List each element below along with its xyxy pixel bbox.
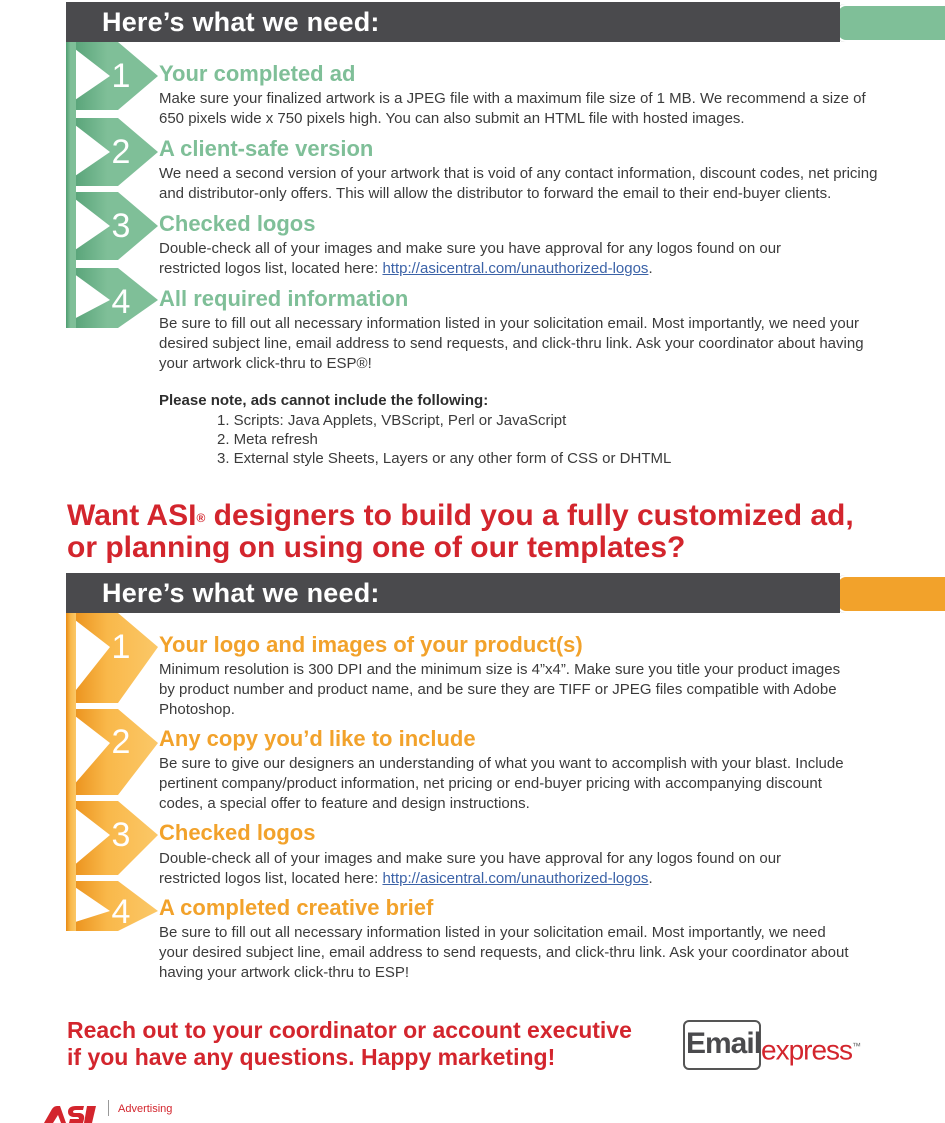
footer-divider [108, 1100, 109, 1116]
asi-logo-icon [42, 1103, 100, 1123]
step-title: A completed creative brief [159, 895, 434, 920]
step-body [159, 239, 819, 279]
footer-message-line: Reach out to your coordinator or account executive [67, 1017, 632, 1043]
note-item: 2. Meta refresh [217, 431, 318, 448]
note-item: 3. External style Sheets, Layers or any other form of CSS or DHTML [217, 450, 672, 467]
step-title: Your logo and images of your product(s) [159, 632, 583, 657]
step-body [159, 849, 819, 889]
step-number-3: 3 [111, 207, 131, 245]
section2-header-bar [66, 573, 840, 613]
step-title: Your completed ad [159, 61, 356, 86]
section1-header-title: Here’s what we need: [102, 7, 380, 37]
headline-text: Want ASI [67, 499, 197, 532]
step-title: Checked logos [159, 211, 316, 236]
footer-message-line: if you have any questions. Happy marketing! [67, 1044, 556, 1070]
asi-logo [42, 1103, 100, 1123]
step-number-1: 1 [111, 628, 131, 666]
step-number-4: 4 [111, 283, 131, 321]
logo-express-text [761, 1029, 860, 1067]
header-tab-orange [836, 575, 945, 613]
headline-text: designers to build you a fully customized ad, [205, 499, 854, 532]
step-title: A client-safe version [159, 136, 374, 161]
registered-mark: ® [196, 511, 206, 525]
step-body: Be sure to fill out all necessary information listed in your solicitation email. Most importantly, we need your desired subject line, email address to send requests, and click-thru link. Ask your coordinator about having your artwork click-thru to ESP! [159, 924, 849, 981]
note-heading: Please note, ads cannot include the following: [159, 392, 489, 409]
step-body: Make sure your finalized artwork is a JPEG file with a maximum file size of 1 MB. We recommend a size of 650 pixels wide x 750 pixels high. You can also submit an HTML file with hosted images. [159, 90, 866, 127]
step-body-text: Double-check all of your images and make sure you have approval for any logos found on our restricted logos list, located here: [159, 240, 782, 277]
footer-message [67, 1017, 667, 1071]
asi-advertising-label: Advertising [118, 1103, 173, 1115]
note-list [217, 411, 671, 468]
section2-header-title: Here’s what we need: [102, 578, 380, 608]
step-number-2: 2 [111, 723, 131, 761]
logo-express-word: express [761, 1034, 853, 1066]
unauthorized-logos-link[interactable]: http://asicentral.com/unauthorized-logos [382, 870, 649, 887]
unauthorized-logos-link[interactable]: http://asicentral.com/unauthorized-logos [382, 260, 649, 277]
logo-email-text: Email [686, 1027, 762, 1060]
step-body: Minimum resolution is 300 DPI and the minimum size is 4”x4”. Make sure you title your product images by product number and product name, and be sure they are TIFF or JPEG files compatible with Adobe Photoshop. [159, 661, 841, 718]
step-body: Be sure to give our designers an understanding of what you want to accomplish with your blast. Include pertinent company/product information, net pricing or end-buyer pricing with accompanying discount codes, a special offer to feature and design instructions. [159, 755, 844, 812]
note-item: 1. Scripts: Java Applets, VBScript, Perl or JavaScript [217, 412, 567, 429]
email-express-logo [683, 1020, 861, 1072]
step-body: We need a second version of your artwork that is void of any contact information, discount codes, net pricing and distributor-only offers. This will allow the distributor to forward the email to their end-buyer clients. [159, 165, 878, 202]
header-tab-green [836, 4, 945, 42]
step-number-4: 4 [111, 893, 131, 931]
logo-tm: ™ [852, 1041, 861, 1051]
step-title: Checked logos [159, 820, 316, 845]
step-body: Be sure to fill out all necessary information listed in your solicitation email. Most importantly, we need your desired subject line, email address to send requests, and click-thru link. Ask your coordinator about having your artwork click-thru to ESP®! [159, 315, 864, 372]
step-title: Any copy you’d like to include [159, 726, 476, 751]
headline [67, 500, 927, 564]
step-body-end: . [648, 260, 653, 277]
step-number-2: 2 [111, 133, 131, 171]
section1-header-bar [66, 2, 840, 42]
headline-text: or planning on using one of our templates? [67, 531, 686, 564]
step-body-text: Double-check all of your images and make sure you have approval for any logos found on our restricted logos list, located here: [159, 850, 782, 887]
step-number-1: 1 [111, 57, 131, 95]
asi-footer-brand [42, 1100, 222, 1123]
step-title: All required information [159, 286, 409, 311]
step-body-end: . [648, 870, 653, 887]
step-number-3: 3 [111, 816, 131, 854]
